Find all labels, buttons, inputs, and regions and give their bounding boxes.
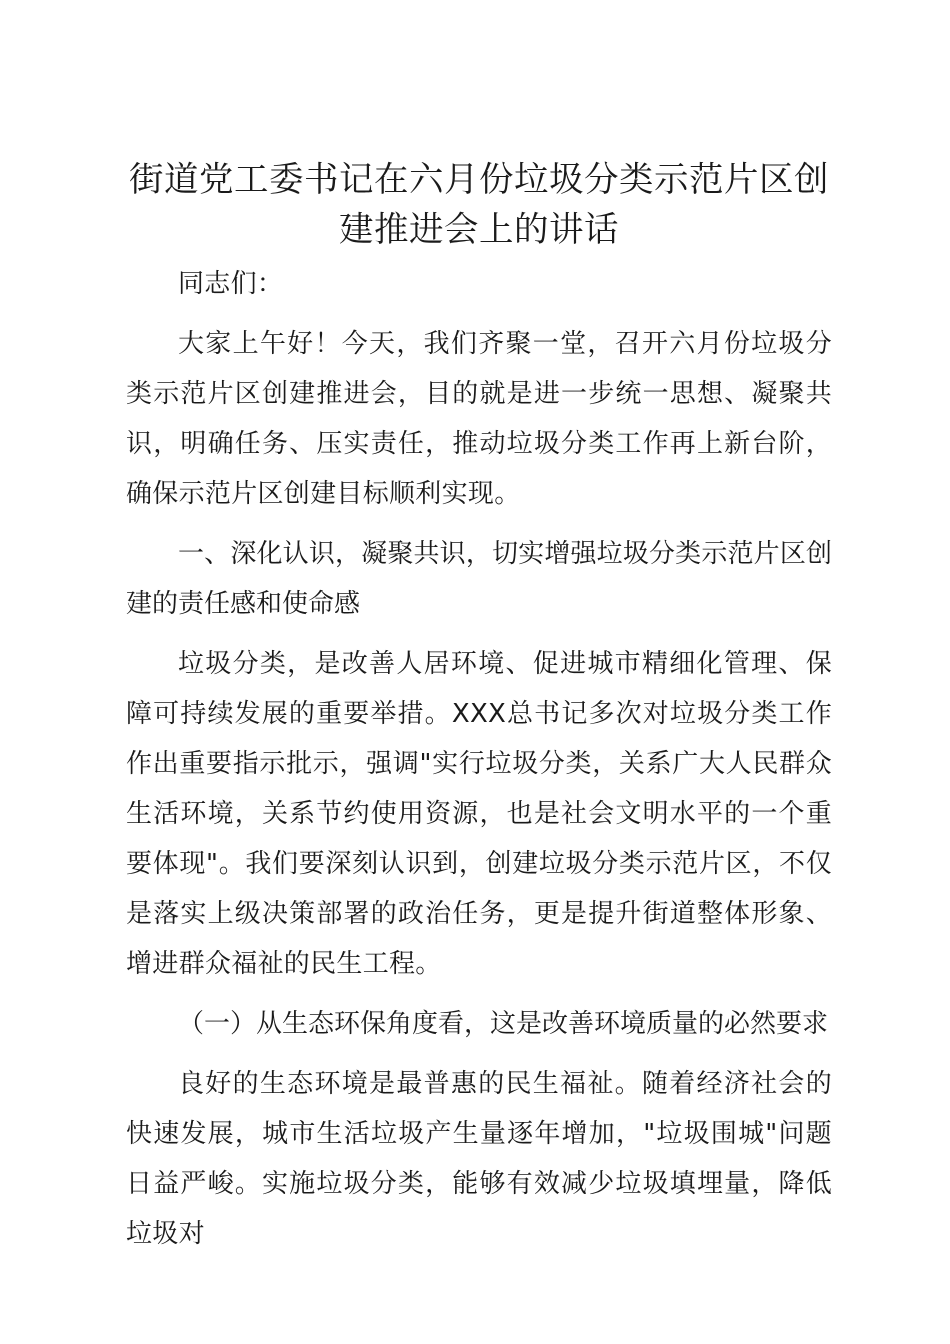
spacer [126,629,832,639]
section-heading-1: 一、深化认识，凝聚共识，切实增强垃圾分类示范片区创建的责任感和使命感 [126,539,832,619]
spacer [126,989,832,999]
spacer [126,309,832,319]
spacer [126,1049,832,1059]
spacer [126,519,832,529]
salutation: 同志们： [178,269,284,299]
document-title: 街道党工委书记在六月份垃圾分类示范片区创建推进会上的讲话 [129,160,829,250]
subsection-heading-1: （一）从生态环保角度看，这是改善环境质量的必然要求 [178,1009,829,1039]
paragraph-subsection-1: 良好的生态环境是最普惠的民生福祉。随着经济社会的快速发展，城市生活垃圾产生量逐年增加，"垃圾围城"问题日益严峻。实施垃圾分类，能够有效减少垃圾填埋量，降低垃圾对 [126,1069,832,1249]
paragraph-section-1: 垃圾分类，是改善人居环境、促进城市精细化管理、保障可持续发展的重要举措。XXX总书记多次对垃圾分类工作作出重要指示批示，强调"实行垃圾分类，关系广大人民群众生活环境，关系节约使用资源，也是社会文明水平的一个重要体现"。我们要深刻认识到，创建垃圾分类示范片区，不仅是落实上级决策部署的政治任务，更是提升街道整体形象、增进群众福祉的民生工程。 [126,649,832,979]
paragraph-opening: 大家上午好！今天，我们齐聚一堂，召开六月份垃圾分类示范片区创建推进会，目的就是进一步统一思想、凝聚共识，明确任务、压实责任，推动垃圾分类工作再上新台阶，确保示范片区创建目标顺利实现。 [126,329,832,509]
